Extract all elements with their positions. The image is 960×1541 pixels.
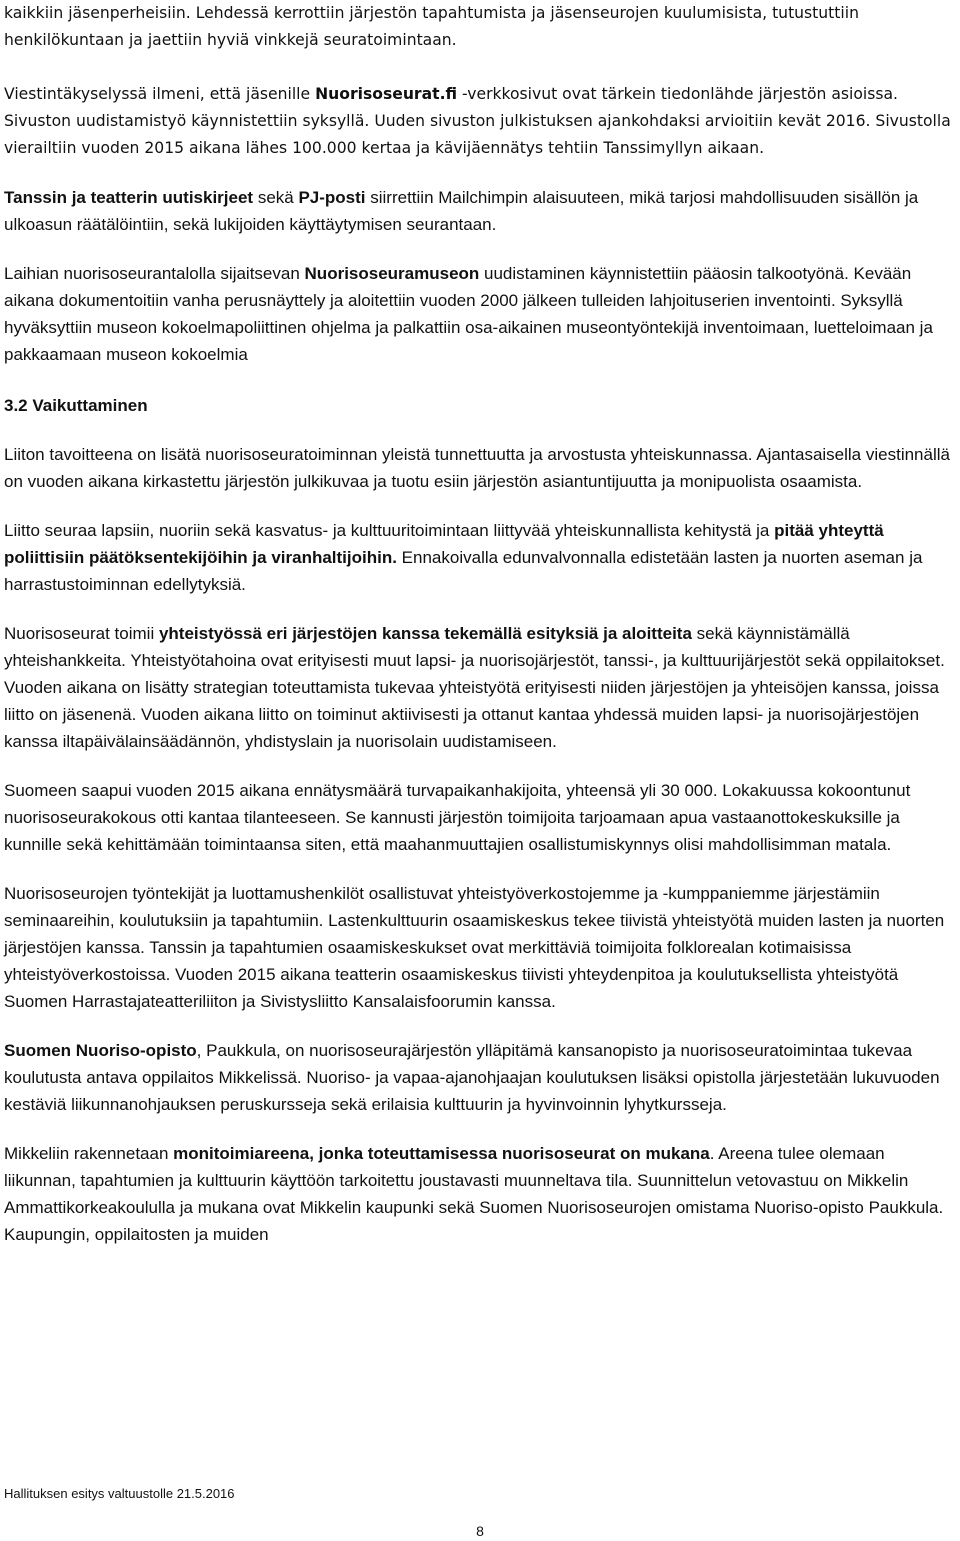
opisto-bold-1: Suomen Nuoriso-opisto [4, 1041, 197, 1060]
paragraph-policy [4, 517, 958, 598]
paragraph-opisto [4, 1037, 958, 1118]
paragraph-intro [4, 0, 958, 54]
arena-text-1: Mikkeliin rakennetaan [4, 1144, 174, 1163]
paragraph-newsletter [4, 184, 958, 238]
policy-text-2: Ennakoivalla edunvalvonnalla edistetään lasten ja nuorten aseman ja harrastustoiminnan edellytyksiä. [4, 548, 923, 594]
networks-text: Nuorisoseurojen työntekijät ja luottamushenkilöt osallistuvat yhteistyöverkostojemme ja -kumppaniemme järjestämiin seminaareihin, koulutuksiin ja tapahtumiin. Lastenkulttuurin osaamiskeskus tekee tiivistä yhteistyötä muiden lasten ja nuorten järjestöjen kanssa. Tanssin ja tapahtumien osaamiskeskukset ovat merkittäviä toimijoita folklorealan kotimaisissa yhteistyöverkostoissa. Vuoden 2015 aikana teatterin osaamiskeskus tiivisti yhteydenpitoa ja koulutuksellista yhteistyötä Suomen Harrastajateatteriliiton ja Sivistysliitto Kansalaisfoorumin kanssa. [4, 884, 945, 1011]
paragraph-goal [4, 441, 958, 495]
footer-text: Hallituksen esitys valtuustolle 21.5.2016 [4, 1486, 235, 1501]
communication-text-2: -verkkosivut ovat tärkein tiedonlähde järjestön asioissa. Sivuston uudistamistyö käynnistettiin syksyllä. Uuden sivuston julkistuksen ajankohdaksi arvioitiin kevät 2016. Sivustolla vierailtiin vuoden 2015 aikana lähes 100.000 kertaa ja kävijäennätys tehtiin Tanssimyllyn aikaan. [4, 85, 951, 157]
museum-text-2: uudistaminen käynnistettiin pääosin talkootyönä. Kevään aikana dokumentoitiin vanha perusnäyttely ja aloitettiin vuoden 2000 jälkeen tulleiden lahjoituserien inventointi. Syksyllä hyväksyttiin museon kokoelmapoliittinen ohjelma ja palkattiin osa-aikainen museontyöntekijä inventoimaan, luetteloimaan ja pakkaamaan museon kokoelmia [4, 264, 933, 364]
communication-text-1: Viestintäkyselyssä ilmeni, että jäsenille [4, 85, 316, 103]
newsletter-bold-1: Tanssin ja teatterin uutiskirjeet [4, 188, 254, 207]
newsletter-bold-2: PJ-posti [298, 188, 366, 207]
asylum-text: Suomeen saapui vuoden 2015 aikana ennätysmäärä turvapaikanhakijoita, yhteensä yli 30 000. Lokakuussa kokoontunut nuorisoseurakokous otti kantaa tilanteeseen. Se kannusti järjestön toimijoita tarjoamaan apua vastaanottokeskuksille ja kunnille sekä kehittämään toimintaansa siten, että maahanmuuttajien osallistumiskynnys olisi mahdollisimman matala. [4, 781, 911, 854]
paragraph-asylum [4, 777, 958, 858]
cooperation-text-1: Nuorisoseurat toimii [4, 624, 159, 643]
arena-text-2: . Areena tulee olemaan liikunnan, tapahtumien ja kulttuurin käyttöön tarkoitettu joustavasti muunneltava tila. Suunnittelun vetovastuu on Mikkelin Ammattikorkeakoululla ja mukana ovat Mikkelin kaupunki sekä Suomen Nuorisoseurojen omistama Nuoriso-opisto Paukkula. Kaupungin, oppilaitosten ja muiden [4, 1144, 944, 1244]
intro-text: kaikkiin jäsenperheisiin. Lehdessä kerrottiin järjestön tapahtumista ja jäsenseurojen kuulumisista, tutustuttiin henkilökuntaan ja jaettiin hyviä vinkkejä seuratoimintaan. [4, 4, 859, 49]
paragraph-communication [4, 81, 958, 162]
page-number: 8 [476, 1523, 484, 1539]
opisto-text-1: , Paukkula, on nuorisoseurajärjestön ylläpitämä kansanopisto ja nuorisoseuratoimintaa tukevaa koulutusta antava oppilaitos Mikkelissä. Nuoriso- ja vapaa-ajanohjaajan koulutuksen lisäksi opistolla järjestetään lukuvuoden kestäviä liikunnanohjauksen peruskursseja sekä erilaisia kulttuurin ja hyvinvoinnin lyhytkursseja. [4, 1041, 940, 1114]
newsletter-text-1: sekä [253, 188, 299, 207]
newsletter-text-2: siirrettiin Mailchimpin alaisuuteen, mikä tarjosi mahdollisuuden sisällön ja ulkoasun räätälöintiin, sekä lukijoiden käyttäytymisen seurantaan. [4, 188, 919, 234]
document-page [4, 0, 958, 1248]
arena-bold-1: monitoimiareena, jonka toteuttamisessa nuorisoseurat on mukana [173, 1144, 710, 1163]
goal-text: Liiton tavoitteena on lisätä nuorisoseuratoiminnan yleistä tunnettuutta ja arvostusta yhteiskunnassa. Ajantasaisella viestinnällä on vuoden aikana kirkastettu järjestön julkikuvaa ja tuotu esiin järjestön asiantuntijuutta ja monipuolista osaamista. [4, 445, 950, 491]
museum-text-1: Laihian nuorisoseurantalolla sijaitsevan [4, 264, 305, 283]
cooperation-bold-1: yhteistyössä eri järjestöjen kanssa tekemällä esityksiä ja aloitteita [158, 624, 692, 643]
section-heading: 3.2 Vaikuttaminen [4, 396, 148, 415]
paragraph-networks [4, 880, 958, 1015]
policy-text-1: Liitto seuraa lapsiin, nuoriin sekä kasvatus- ja kulttuuritoimintaan liittyvää yhteiskunnallista kehitystä ja [4, 521, 775, 540]
communication-bold-1: Nuorisoseurat [315, 85, 440, 103]
cooperation-text-2: sekä käynnistämällä yhteishankkeita. Yhteistyötahoina ovat erityisesti muut lapsi- ja nuorisojärjestöt, tanssi-, ja kulttuurijärjestöt sekä oppilaitokset. Vuoden aikana on lisätty strategian toteuttamista tukevaa yhteistyötä erityisesti niiden järjestöjen ja yhteisöjen kanssa, joissa liitto on jäsenenä. Vuoden aikana liitto on toiminut aktiivisesti ja ottanut kantaa yhdessä muiden lapsi- ja nuorisojärjestöjen kanssa iltapäivälainsäädännön, yhdistyslain ja nuorisolain uudistamiseen. [4, 624, 945, 751]
paragraph-arena [4, 1140, 958, 1248]
policy-bold-1: pitää yhteyttä poliittisiin päätöksentekijöihin ja viranhaltijoihin. [4, 521, 884, 567]
paragraph-museum [4, 260, 958, 368]
paragraph-cooperation [4, 620, 958, 755]
communication-bold-2: .fi [439, 85, 458, 103]
museum-bold-1: Nuorisoseuramuseon [304, 264, 480, 283]
